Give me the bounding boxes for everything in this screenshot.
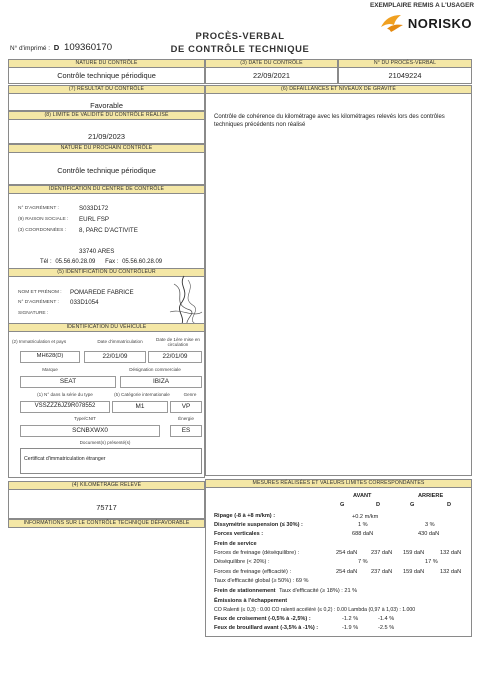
circ-label: Date de 1ère mise en circulation — [156, 337, 200, 347]
controller-name-label: NOM ET PRÉNOM : — [18, 290, 62, 295]
vert-rear: 430 daN — [418, 531, 440, 537]
energy-value: ES — [170, 425, 202, 437]
parking-brake-label: Frein de stationnement — [214, 588, 276, 594]
model-label: Désignation commerciale — [129, 367, 181, 372]
center-address-value: 8, PARC D'ACTIVITE — [79, 227, 138, 234]
fax-label: Fax : — [105, 259, 119, 265]
center-agreement-value: S033D172 — [79, 205, 109, 212]
corner-notice: EXEMPLAIRE REMIS A L'USAGER — [369, 2, 474, 9]
energy-label: Énergie — [178, 416, 194, 421]
controller-header: (5) IDENTIFICATION DU CONTRÔLEUR — [8, 268, 205, 277]
result-value: Favorable — [90, 101, 123, 110]
crossing-lights-d: -1.4 % — [378, 616, 395, 622]
pv-header: N° DU PROCÈS-VERBAL — [338, 59, 472, 68]
docs-value: Certificat d'immatriculation étranger — [24, 456, 106, 462]
emission-value: CO Ralenti (≤ 0,3) : 0.00 CO ralenti accéléré (≤ 0,2) : 0.00 Lambda (0,97 à 1,03) : 1.000 — [214, 607, 416, 613]
deseq-rear: 17 % — [425, 559, 438, 565]
fog-lights-label: Feux de brouillard avant (-3,5% à -1%) : — [214, 625, 319, 631]
front-g-label: G — [340, 502, 345, 508]
first-reg-value: 22/01/09 — [84, 351, 146, 363]
fog-lights-d: -2.5 % — [378, 625, 395, 631]
document-title — [150, 29, 330, 55]
center-city-value: 33740 ARES — [79, 248, 115, 255]
ripage-value: +0.2 m/km — [352, 514, 379, 520]
measures-header: MESURES RÉALISÉES ET VALEURS LIMITES CORRESPONDANTES — [205, 479, 472, 488]
susp-rear: 3 % — [425, 522, 435, 528]
limit-header: (8) LIMITE DE VALIDITÉ DU CONTRÔLE RÉALISÉ — [8, 111, 205, 120]
emission-label: Émissions à l'échappement — [214, 598, 288, 604]
brake2-rear-d: 132 daN — [440, 569, 462, 575]
vin-label: (1) N° dans la série du type — [37, 392, 93, 397]
title-line-2: DE CONTRÔLE TECHNIQUE — [170, 43, 310, 54]
vin-value: VSSZZZ6JZ9R078552 — [20, 401, 110, 413]
brake1-front-d: 237 daN — [371, 550, 393, 556]
pv-value: 21049224 — [388, 71, 422, 80]
susp-front: 1 % — [358, 522, 368, 528]
brake2-front-d: 237 daN — [371, 569, 393, 575]
category-label: (5) Catégorie internationale — [114, 392, 170, 397]
tel-value: 05.56.60.28.09 — [55, 259, 96, 265]
brake2-label: Forces de freinage (efficacité) : — [214, 569, 292, 575]
printed-number-label: N° d'imprimé : — [10, 45, 50, 52]
next-control-value: Contrôle technique périodique — [57, 166, 156, 175]
circ-value: 22/01/09 — [148, 351, 202, 363]
front-d-label: D — [376, 502, 381, 508]
center-header: IDENTIFICATION DU CENTRE DE CONTRÔLE — [8, 185, 205, 194]
vert-label: Forces verticales : — [214, 531, 264, 537]
defects-box — [205, 93, 472, 476]
controller-signature-label: SIGNATURE : — [18, 311, 49, 316]
controller-agreement-value: 033D1054 — [70, 299, 99, 306]
date-header: (3) DATE DU CONTRÔLE — [205, 59, 338, 68]
brake2-rear-g: 159 daN — [403, 569, 425, 575]
fog-lights-g: -1.9 % — [342, 625, 359, 631]
info-header: INFORMATIONS SUR LE CONTRÔLE TECHNIQUE DÉFAVORABLE — [8, 519, 205, 528]
printed-number — [10, 42, 112, 53]
service-brake-label: Frein de service — [214, 541, 257, 547]
parking-brake-value: Taux d'efficacité (≥ 18%) : 21 % — [279, 588, 358, 594]
limit-value: 21/09/2023 — [88, 132, 125, 141]
deseq-front: 7 % — [358, 559, 368, 565]
reg-value: MH628(D) — [20, 351, 80, 363]
center-agreement-label: N° D'AGRÉMENT : — [18, 206, 59, 211]
printed-number-prefix: D — [53, 43, 60, 52]
rear-label: ARRIERE — [418, 493, 444, 499]
center-phone — [40, 259, 162, 265]
genre-value: VP — [170, 401, 202, 413]
center-address-label: (3) COORDONNÉES : — [18, 228, 66, 233]
defects-text: Contrôle de cohérence du kilométrage avec les kilométrages relevés lors des contrôles techniques précédents non réalisé — [214, 114, 445, 128]
brake1-rear-d: 132 daN — [440, 550, 462, 556]
docs-label: Document(s) présenté(s) — [79, 440, 131, 445]
result-header: (7) RÉSULTAT DU CONTRÔLE — [8, 85, 205, 94]
brake1-front-g: 254 daN — [336, 550, 358, 556]
rear-g-label: G — [410, 502, 415, 508]
vert-front: 688 daN — [352, 531, 374, 537]
tel-label: Tél : — [40, 259, 52, 265]
brand-name: NORISKO — [407, 15, 472, 31]
reg-label: (2) Immatriculation et pays — [12, 339, 67, 344]
deseq-label: Déséquilibre (< 20%) : — [214, 559, 270, 565]
susp-label: Dissymétrie suspension (≤ 30%) : — [214, 522, 303, 528]
defects-header: (6) DÉFAILLANCES ET NIVEAUX DE GRAVITÉ — [205, 85, 472, 94]
norisko-logo — [379, 12, 472, 34]
bird-logo-icon — [379, 13, 405, 33]
efficiency-label: Taux d'efficacité global (≥ 50%) : 69 % — [214, 578, 309, 584]
center-name-value: EURL FSP — [79, 216, 110, 223]
crossing-lights-g: -1.2 % — [342, 616, 359, 622]
nature-header: NATURE DU CONTRÔLE — [8, 59, 205, 68]
vehicle-header: IDENTIFICATION DU VÉHICULE — [8, 323, 205, 332]
date-value: 22/09/2021 — [253, 71, 290, 80]
rear-d-label: D — [447, 502, 452, 508]
ripage-label — [214, 513, 275, 519]
front-label: AVANT — [353, 493, 372, 499]
next-control-header: NATURE DU PROCHAIN CONTRÔLE — [8, 144, 205, 153]
brake2-front-g: 254 daN — [336, 569, 358, 575]
genre-label: Genre — [183, 392, 197, 397]
make-value: SEAT — [20, 376, 116, 388]
title-line-1: PROCÈS-VERBAL — [195, 30, 285, 41]
crossing-lights-label: Feux de croisement (-0,5% à -2,5%) : — [214, 616, 311, 622]
nature-value: Contrôle technique périodique — [57, 71, 156, 80]
controller-agreement-label: N° D'AGRÉMENT : — [18, 300, 59, 305]
brake1-rear-g: 159 daN — [403, 550, 425, 556]
controller-name-value: POMAREDE FABRICE — [70, 289, 134, 296]
model-value: IBIZA — [120, 376, 202, 388]
ripage-label-text: Ripage (-8 à +8 m/km) : — [214, 513, 276, 519]
type-label: Type/CNIT — [74, 416, 96, 421]
type-value: SCNBXWX0 — [20, 425, 160, 437]
make-label: Marque — [42, 367, 58, 372]
brake1-label: Forces de freinage (déséquilibre) : — [214, 550, 300, 556]
km-value: 75717 — [96, 503, 117, 512]
km-header: (4) KILOMÉTRAGE RELEVÉ — [8, 481, 205, 490]
category-value: M1 — [112, 401, 168, 413]
first-reg-label: Date d'immatriculation — [97, 339, 143, 344]
printed-number-value: 109360170 — [64, 42, 113, 53]
fax-value: 05.56.60.28.09 — [122, 259, 163, 265]
center-name-label: (9) RAISON SOCIALE : — [18, 217, 69, 222]
parking-brake — [214, 588, 357, 594]
